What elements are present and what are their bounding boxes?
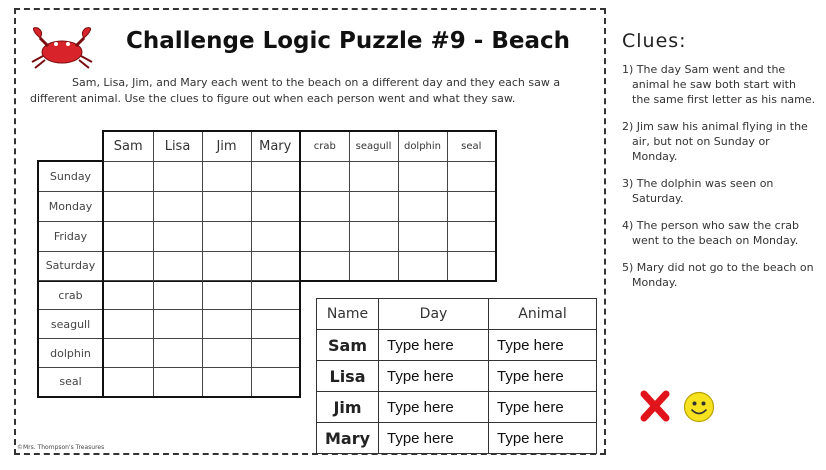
grid-cell[interactable] bbox=[103, 368, 153, 397]
grid-cell[interactable] bbox=[398, 161, 447, 191]
grid-cell[interactable] bbox=[202, 161, 251, 191]
clue-item: 4) The person who saw the crab went to the beach on Monday. bbox=[622, 219, 799, 247]
clue-item: 1) The day Sam went and the animal he saw both start with the same first letter as his name. bbox=[622, 63, 816, 106]
grid-cell[interactable] bbox=[251, 251, 300, 281]
grid-cell[interactable] bbox=[447, 221, 496, 251]
grid-cell[interactable] bbox=[153, 221, 202, 251]
col-header-lisa: Lisa bbox=[153, 131, 202, 161]
clues-panel bbox=[622, 30, 817, 302]
row-label-seal: seal bbox=[38, 368, 103, 397]
animal-grid bbox=[37, 280, 301, 398]
grid-cell[interactable] bbox=[153, 281, 202, 310]
answer-table bbox=[316, 298, 597, 454]
grid-cell[interactable] bbox=[398, 221, 447, 251]
row-label-sunday: Sunday bbox=[38, 161, 103, 191]
grid-cell[interactable] bbox=[153, 191, 202, 221]
grid-cell[interactable] bbox=[153, 339, 202, 368]
col-header-seagull: seagull bbox=[349, 131, 398, 161]
col-header-dolphin: dolphin bbox=[398, 131, 447, 161]
grid-cell[interactable] bbox=[251, 221, 300, 251]
grid-cell[interactable] bbox=[202, 339, 251, 368]
grid-cell[interactable] bbox=[103, 281, 153, 310]
grid-cell[interactable] bbox=[398, 191, 447, 221]
row-label-seagull: seagull bbox=[38, 310, 103, 339]
grid-cell[interactable] bbox=[447, 251, 496, 281]
col-header-sam: Sam bbox=[103, 131, 153, 161]
grid-cell[interactable] bbox=[153, 310, 202, 339]
grid-header bbox=[102, 130, 497, 162]
grid-cell[interactable] bbox=[251, 339, 300, 368]
answer-header-name: Name bbox=[317, 299, 379, 330]
clue-item: 3) The dolphin was seen on Saturday. bbox=[622, 177, 774, 205]
grid-cell[interactable] bbox=[103, 221, 153, 251]
grid-cell[interactable] bbox=[251, 281, 300, 310]
grid-cell[interactable] bbox=[103, 310, 153, 339]
col-header-seal: seal bbox=[447, 131, 496, 161]
row-label-crab: crab bbox=[38, 281, 103, 310]
col-header-crab: crab bbox=[300, 131, 349, 161]
grid-cell[interactable] bbox=[153, 368, 202, 397]
answer-name-lisa: Lisa bbox=[317, 361, 379, 392]
crab-icon bbox=[26, 24, 98, 70]
day-input-jim[interactable]: Type here bbox=[379, 392, 489, 423]
grid-cell[interactable] bbox=[153, 251, 202, 281]
grid-cell[interactable] bbox=[202, 191, 251, 221]
animal-input-jim[interactable]: Type here bbox=[489, 392, 597, 423]
grid-cell[interactable] bbox=[251, 191, 300, 221]
col-header-jim: Jim bbox=[202, 131, 251, 161]
clues-title: Clues: bbox=[622, 30, 687, 52]
grid-cell[interactable] bbox=[251, 368, 300, 397]
day-input-lisa[interactable]: Type here bbox=[379, 361, 489, 392]
grid-cell[interactable] bbox=[398, 251, 447, 281]
grid-cell[interactable] bbox=[349, 251, 398, 281]
answer-name-jim: Jim bbox=[317, 392, 379, 423]
clue-item: 5) Mary did not go to the beach on Monday. bbox=[622, 261, 814, 289]
answer-header-day: Day bbox=[379, 299, 489, 330]
grid-cell[interactable] bbox=[103, 339, 153, 368]
grid-cell[interactable] bbox=[447, 191, 496, 221]
grid-cell[interactable] bbox=[202, 251, 251, 281]
answer-name-sam: Sam bbox=[317, 330, 379, 361]
grid-cell[interactable] bbox=[103, 251, 153, 281]
row-label-dolphin: dolphin bbox=[38, 339, 103, 368]
answer-name-mary: Mary bbox=[317, 423, 379, 454]
answer-header-animal: Animal bbox=[489, 299, 597, 330]
smiley-face-icon[interactable] bbox=[683, 391, 715, 423]
clue-item: 2) Jim saw his animal flying in the air, but not on Sunday or Monday. bbox=[622, 120, 808, 163]
animal-input-lisa[interactable]: Type here bbox=[489, 361, 597, 392]
grid-cell[interactable] bbox=[103, 161, 153, 191]
col-header-mary: Mary bbox=[251, 131, 300, 161]
grid-cell[interactable] bbox=[300, 251, 349, 281]
grid-cell[interactable] bbox=[251, 310, 300, 339]
grid-cell[interactable] bbox=[202, 368, 251, 397]
grid-cell[interactable] bbox=[447, 161, 496, 191]
grid-cell[interactable] bbox=[202, 310, 251, 339]
credit-text: ©Mrs. Thompson's Treasures bbox=[17, 444, 105, 451]
animal-input-sam[interactable]: Type here bbox=[489, 330, 597, 361]
day-input-sam[interactable]: Type here bbox=[379, 330, 489, 361]
grid-cell[interactable] bbox=[300, 161, 349, 191]
animal-input-mary[interactable]: Type here bbox=[489, 423, 597, 454]
row-label-monday: Monday bbox=[38, 191, 103, 221]
x-mark-icon[interactable] bbox=[640, 390, 670, 422]
row-label-friday: Friday bbox=[38, 221, 103, 251]
page-title: Challenge Logic Puzzle #9 - Beach bbox=[126, 28, 571, 54]
grid-cell[interactable] bbox=[300, 191, 349, 221]
grid-cell[interactable] bbox=[103, 191, 153, 221]
grid-cell[interactable] bbox=[202, 221, 251, 251]
grid-cell[interactable] bbox=[349, 161, 398, 191]
grid-cell[interactable] bbox=[349, 191, 398, 221]
day-input-mary[interactable]: Type here bbox=[379, 423, 489, 454]
puzzle-intro: Sam, Lisa, Jim, and Mary each went to the beach on a different day and they each saw a different animal. Use the clues to figure out when each person went and what they saw. bbox=[30, 76, 561, 105]
grid-cell[interactable] bbox=[300, 221, 349, 251]
grid-cell[interactable] bbox=[349, 221, 398, 251]
grid-cell[interactable] bbox=[251, 161, 300, 191]
grid-cell[interactable] bbox=[153, 161, 202, 191]
day-grid bbox=[37, 160, 497, 282]
grid-cell[interactable] bbox=[202, 281, 251, 310]
row-label-saturday: Saturday bbox=[38, 251, 103, 281]
